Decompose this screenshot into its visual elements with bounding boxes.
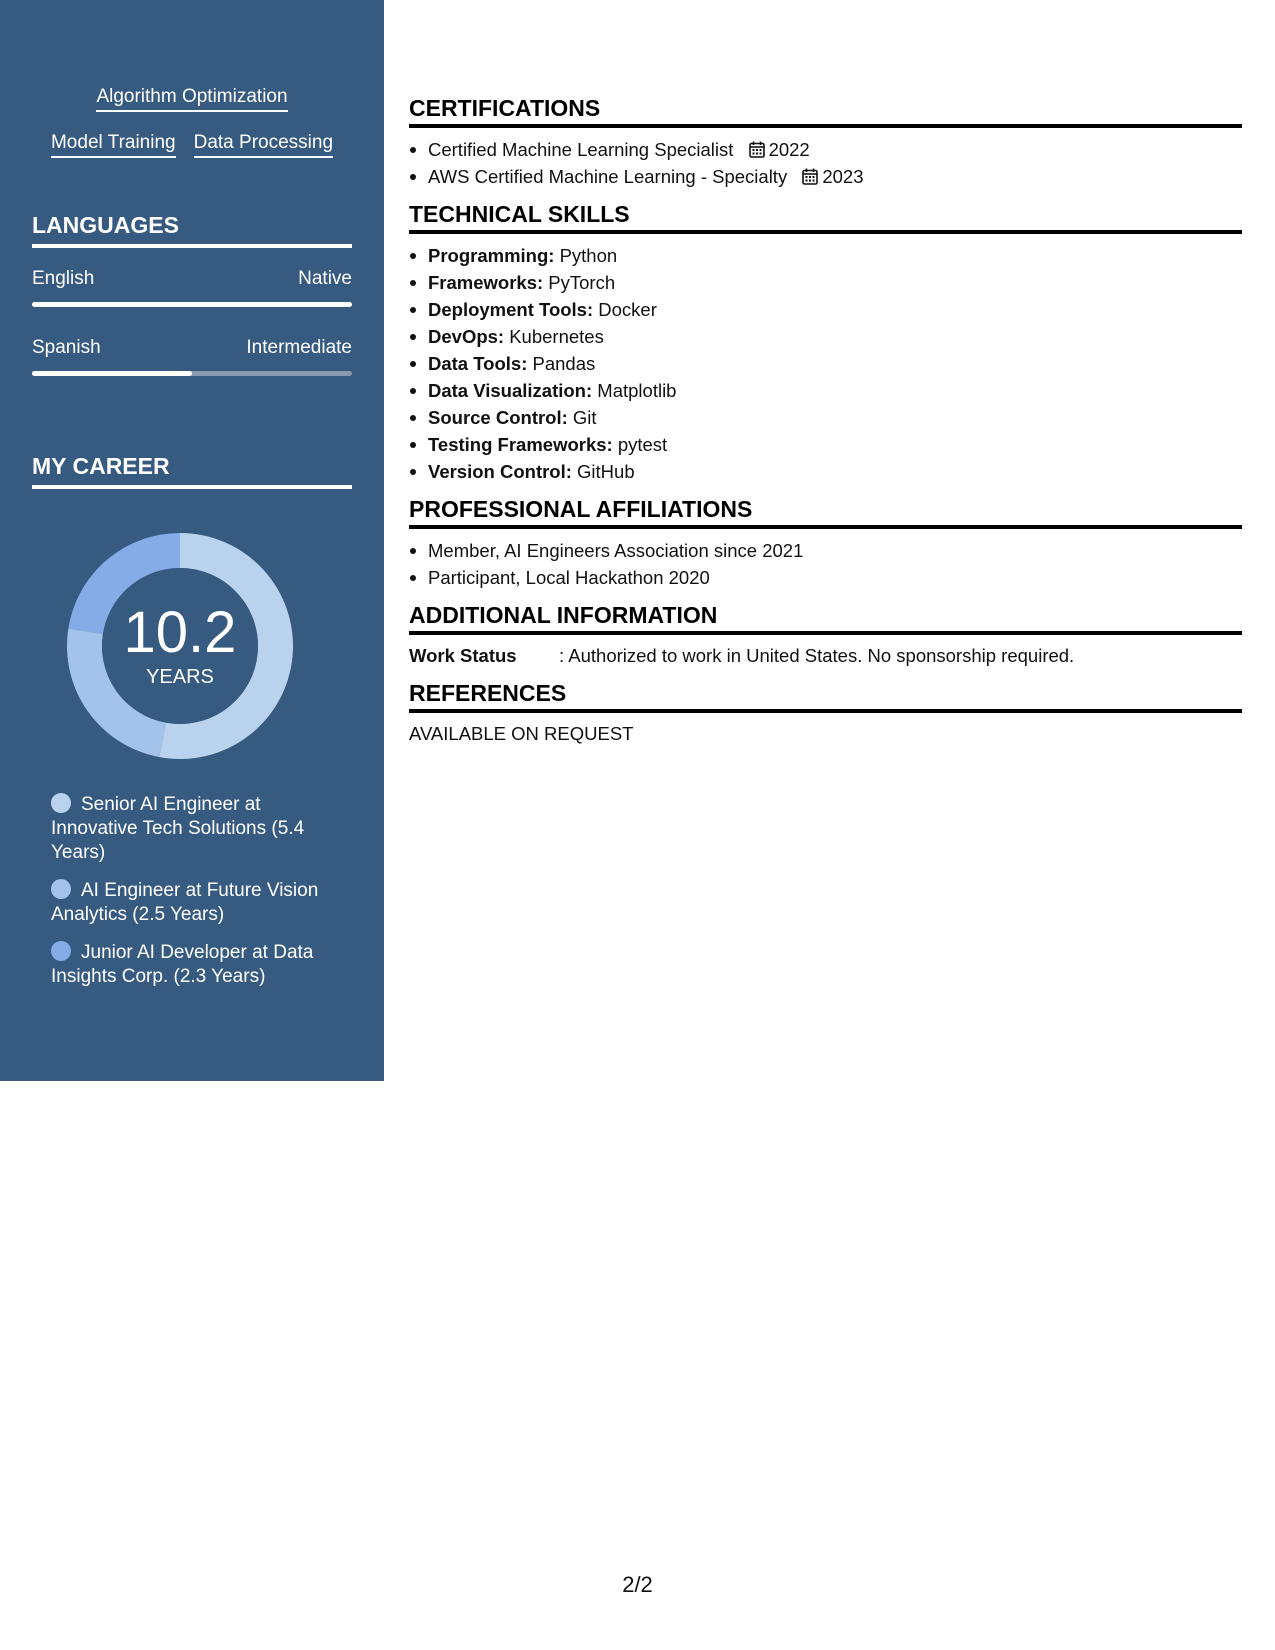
legend-dot-icon bbox=[51, 793, 71, 813]
skill-value: PyTorch bbox=[543, 272, 616, 293]
skill-value: Docker bbox=[593, 299, 657, 320]
skill-tags bbox=[32, 86, 352, 178]
list-item: Participant, Local Hackathon 2020 bbox=[409, 564, 1242, 591]
list-item bbox=[409, 242, 1242, 269]
certifications-list bbox=[409, 136, 1242, 190]
calendar-icon bbox=[802, 168, 818, 185]
career-donut-center bbox=[66, 532, 294, 760]
page-number: 2/2 bbox=[622, 1572, 653, 1597]
technical-skills-list bbox=[409, 242, 1242, 485]
skill-value: Git bbox=[567, 407, 597, 428]
language-bar bbox=[32, 371, 352, 376]
certification-name: Certified Machine Learning Specialist bbox=[428, 139, 734, 160]
work-status-value: : Authorized to work in United States. No sponsorship required. bbox=[559, 645, 1075, 666]
skill-label: Frameworks: bbox=[428, 272, 544, 293]
affiliations-section bbox=[409, 495, 1242, 591]
languages-title: LANGUAGES bbox=[32, 212, 352, 248]
skill-label: Data Visualization: bbox=[428, 380, 593, 401]
language-level: Intermediate bbox=[246, 337, 352, 358]
list-item bbox=[409, 431, 1242, 458]
skill-tag: Model Training bbox=[51, 132, 176, 158]
career-legend-item bbox=[51, 793, 331, 865]
list-item bbox=[409, 136, 1242, 163]
section-title: REFERENCES bbox=[409, 679, 1242, 713]
language-bar-fill bbox=[32, 302, 352, 307]
list-item bbox=[409, 404, 1242, 431]
skill-label: Programming: bbox=[428, 245, 555, 266]
list-item bbox=[409, 350, 1242, 377]
skill-label: Data Tools: bbox=[428, 353, 528, 374]
work-status-row bbox=[409, 643, 1242, 669]
list-item bbox=[409, 458, 1242, 485]
language-level: Native bbox=[298, 268, 352, 289]
additional-info-section bbox=[409, 601, 1242, 669]
career-total-years: 10.2 bbox=[123, 600, 237, 665]
section-title: CERTIFICATIONS bbox=[409, 94, 1242, 128]
list-item bbox=[409, 163, 1242, 190]
skill-value: Pandas bbox=[527, 353, 596, 374]
career-legend-item bbox=[51, 879, 331, 927]
list-item bbox=[409, 323, 1242, 350]
section-title: TECHNICAL SKILLS bbox=[409, 200, 1242, 234]
certification-year: 2022 bbox=[768, 139, 810, 160]
references-text: AVAILABLE ON REQUEST bbox=[409, 723, 634, 744]
skill-label: DevOps: bbox=[428, 326, 505, 347]
career-title: MY CAREER bbox=[32, 453, 352, 489]
references-section bbox=[409, 679, 1242, 747]
skill-tag-row-2 bbox=[32, 132, 352, 158]
language-name: Spanish bbox=[32, 337, 101, 358]
sidebar bbox=[0, 0, 384, 1081]
skill-value: pytest bbox=[612, 434, 668, 455]
certification-name: AWS Certified Machine Learning - Specialty bbox=[428, 166, 788, 187]
language-item bbox=[32, 337, 352, 376]
affiliations-list bbox=[409, 537, 1242, 591]
language-item bbox=[32, 268, 352, 307]
skill-value: Matplotlib bbox=[592, 380, 677, 401]
career-label: Senior AI Engineer at Innovative Tech Solutions (5.4 Years) bbox=[51, 794, 305, 863]
career-label: AI Engineer at Future Vision Analytics (2.5 Years) bbox=[51, 880, 319, 925]
skill-value: GitHub bbox=[571, 461, 635, 482]
work-status-label: Work Status bbox=[409, 645, 517, 666]
skill-tag: Data Processing bbox=[194, 132, 333, 158]
language-bar-fill bbox=[32, 371, 192, 376]
skill-label: Source Control: bbox=[428, 407, 568, 428]
section-title: PROFESSIONAL AFFILIATIONS bbox=[409, 495, 1242, 529]
skill-tag: Algorithm Optimization bbox=[96, 86, 287, 112]
calendar-icon bbox=[749, 141, 765, 158]
language-name: English bbox=[32, 268, 95, 289]
certifications-section bbox=[409, 94, 1242, 190]
certification-year: 2023 bbox=[822, 166, 864, 187]
list-item: Member, AI Engineers Association since 2021 bbox=[409, 537, 1242, 564]
technical-skills-section bbox=[409, 200, 1242, 485]
career-legend-item bbox=[51, 941, 331, 989]
language-bar bbox=[32, 302, 352, 307]
skill-tag-row-1 bbox=[32, 86, 352, 112]
skill-value: Kubernetes bbox=[504, 326, 604, 347]
list-item bbox=[409, 269, 1242, 296]
legend-dot-icon bbox=[51, 879, 71, 899]
career-legend bbox=[51, 793, 331, 1003]
skill-label: Version Control: bbox=[428, 461, 572, 482]
skill-value: Python bbox=[554, 245, 618, 266]
main-content bbox=[409, 94, 1242, 757]
skill-label: Deployment Tools: bbox=[428, 299, 594, 320]
skill-label: Testing Frameworks: bbox=[428, 434, 613, 455]
career-label: Junior AI Developer at Data Insights Corp. (2.3 Years) bbox=[51, 942, 314, 987]
career-years-unit: YEARS bbox=[146, 666, 214, 688]
list-item bbox=[409, 377, 1242, 404]
section-title: ADDITIONAL INFORMATION bbox=[409, 601, 1242, 635]
list-item bbox=[409, 296, 1242, 323]
legend-dot-icon bbox=[51, 941, 71, 961]
